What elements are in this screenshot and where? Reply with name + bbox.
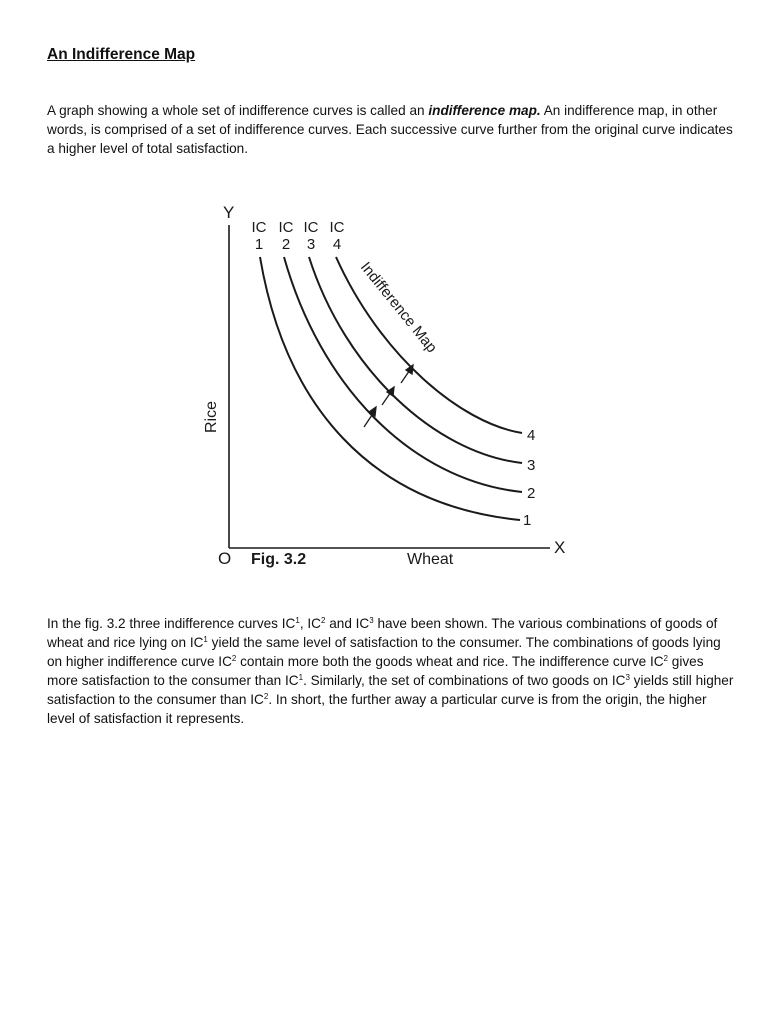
body-text: and IC [325,616,370,631]
superscript: 1 [298,673,304,682]
body-paragraph [47,614,737,728]
body-text: , IC [299,616,321,631]
intro-text-before: A graph showing a whole set of indifference curves is called an [47,103,429,118]
body-text: . In short, the further away a particular curve is from the origin, the higher level of satisfaction it represents. [47,692,707,726]
ic-number-1: 1 [254,236,264,253]
curve-end-labels [523,427,535,529]
intro-paragraph [47,101,737,158]
indifference-map-diagram [180,195,600,585]
superscript: 3 [369,616,374,625]
superscript: 2 [320,616,326,625]
body-text: yield the same level of satisfaction to the consumer. The combinations of goods lying on higher indifference curve IC [47,635,721,669]
superscript: 2 [231,654,237,663]
superscript: 2 [263,692,269,701]
intro-emphasis: indifference map. [428,103,541,118]
body-text: . Similarly, the set of combinations of two goods on IC [303,673,626,688]
end-label-2: 2 [527,485,536,502]
y-axis-letter: Y [223,203,235,222]
end-label-1: 1 [523,512,532,529]
ic-label-2: IC [278,219,294,236]
ic-label-1: IC [251,219,267,236]
indifference-map-label: Indifference Map [356,258,441,357]
direction-arrows [364,365,413,427]
superscript: 1 [203,635,208,644]
ic-label-4: IC [329,219,345,236]
superscript: 3 [625,673,630,682]
indifference-curve-2 [284,257,522,492]
arrow-icon [401,365,413,383]
figure-caption: Fig. 3.2 [251,551,307,568]
end-label-3: 3 [527,457,536,474]
ic-top-labels [252,219,345,253]
y-axis-label: Rice [203,400,220,434]
body-text: have been shown. The various combinations of goods of wheat and rice lying on IC [47,616,718,650]
ic-label-3: IC [303,219,319,236]
ic-number-4: 4 [332,236,342,253]
superscript: 1 [295,616,300,625]
body-text: yields still higher satisfaction to the consumer than IC [47,673,734,707]
intro-text-after: An indifference map, in other words, is comprised of a set of indifference curves. Each successive curve further from the original curve indicates a higher level of total satisfaction. [47,103,733,156]
indifference-map-figure [180,195,600,585]
body-text: In the fig. 3.2 three indifference curves IC [47,616,296,631]
x-axis-letter: X [554,538,566,557]
ic-number-3: 3 [306,236,316,253]
superscript: 2 [663,654,668,663]
body-text: gives more satisfaction to the consumer than IC [47,654,704,688]
x-axis-label: Wheat [407,551,454,568]
page-heading: An Indifference Map [47,46,196,63]
ic-number-2: 2 [281,236,291,253]
origin-label: O [218,549,232,568]
body-text: contain more both the goods wheat and rice. The indifference curve IC [236,654,664,669]
indifference-curve-3 [309,257,522,463]
end-label-4: 4 [527,427,536,444]
